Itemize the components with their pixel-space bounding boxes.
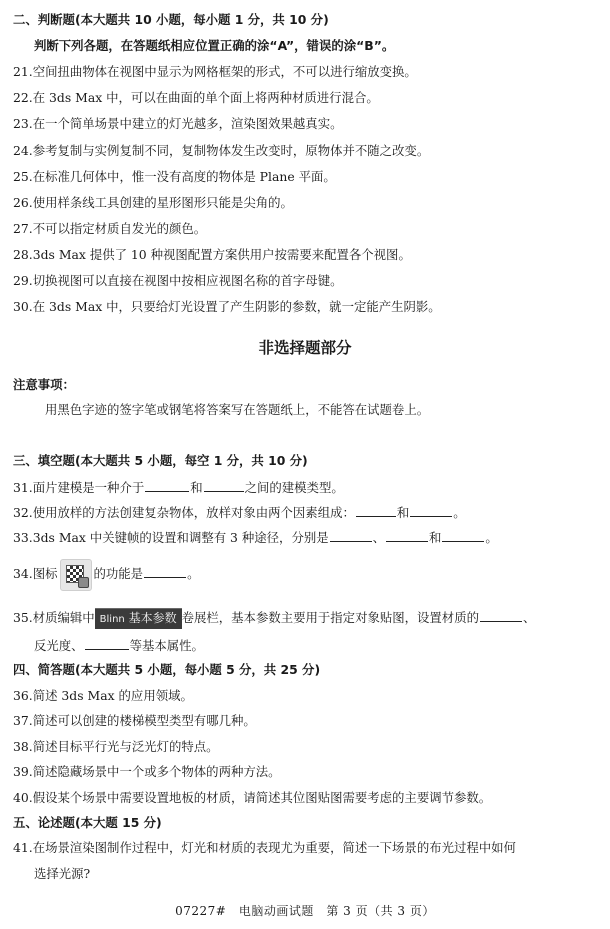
question-41: 41.在场景渲染图制作过程中，灯光和材质的表现尤为重要，简述一下场景的布光过程中如何 — [13, 840, 516, 855]
question-28: 28.3ds Max 提供了 10 种视图配置方案供用户按需要来配置各个视图。 — [13, 247, 411, 262]
answer-blank — [144, 565, 186, 578]
q33-text-d: 。 — [485, 530, 498, 545]
q34-text-c: 。 — [187, 566, 200, 581]
question-40: 40.假设某个场景中需要设置地板的材质，请简述其位图贴图需要考虑的主要调节参数。 — [13, 790, 492, 805]
blinn-label: Blinn — [99, 614, 125, 625]
question-25: 25.在标准几何体中，惟一没有高度的物体是 Plane 平面。 — [13, 169, 336, 184]
q32-text-b: 和 — [396, 505, 410, 520]
q32-text-c: 。 — [453, 505, 466, 520]
question-34 — [13, 558, 199, 591]
answer-blank — [386, 529, 428, 542]
answer-blank — [145, 479, 189, 492]
section-3-title: 三、填空题(本大题共 5 小题，每空 1 分，共 10 分) — [13, 453, 308, 468]
page-footer: 07227# 电脑动画试题 第 3 页（共 3 页） — [175, 904, 435, 918]
section-4-title: 四、简答题(本大题共 5 小题，每小题 5 分，共 25 分) — [13, 662, 321, 677]
question-32 — [13, 504, 466, 521]
map-badge-icon — [78, 577, 89, 588]
answer-blank — [204, 479, 244, 492]
q31-text-c: 之间的建模类型。 — [244, 480, 344, 495]
question-22: 22.在 3ds Max 中，可以在曲面的单个面上将两种材质进行混合。 — [13, 90, 379, 105]
answer-blank — [442, 529, 484, 542]
material-map-icon — [60, 559, 92, 591]
q35-text-a: 35.材质编辑中 — [13, 610, 95, 625]
q33-text-a: 33.3ds Max 中关键帧的设置和调整有 3 种途径，分别是 — [13, 530, 329, 545]
question-30: 30.在 3ds Max 中，只要给灯光设置了产生阴影的参数，就一定能产生阴影。 — [13, 299, 441, 314]
question-37: 37.简述可以创建的楼梯模型类型有哪几种。 — [13, 713, 256, 728]
notice-title: 注意事项： — [13, 377, 75, 392]
q35-text-b: 卷展栏，基本参数主要用于指定对象贴图，设置材质的 — [181, 610, 479, 625]
question-23: 23.在一个简单场景中建立的灯光越多，渲染图效果越真实。 — [13, 116, 343, 131]
q35-text-e: 等基本属性。 — [129, 638, 204, 653]
blinn-basic-params-rollout — [95, 608, 182, 629]
answer-blank — [356, 504, 396, 517]
question-39: 39.简述隐藏场景中一个或多个物体的两种方法。 — [13, 764, 281, 779]
section-5-title: 五、论述题(本大题 15 分) — [13, 815, 162, 830]
question-24: 24.参考复制与实例复制不同，复制物体发生改变时，原物体并不随之改变。 — [13, 143, 430, 158]
section-2-instruction: 判断下列各题，在答题纸相应位置正确的涂“A”，错误的涂“B”。 — [34, 38, 395, 53]
question-27: 27.不可以指定材质自发光的颜色。 — [13, 221, 207, 236]
question-31 — [13, 479, 344, 496]
q33-text-b: 、 — [372, 530, 386, 545]
question-36: 36.简述 3ds Max 的应用领域。 — [13, 688, 193, 703]
q35-text-c: 、 — [522, 610, 536, 625]
question-26: 26.使用样条线工具创建的星形图形只能是尖角的。 — [13, 195, 293, 210]
answer-blank — [480, 609, 522, 622]
q32-text-a: 32.使用放样的方法创建复杂物体，放样对象由两个因素组成： — [13, 505, 355, 520]
answer-blank — [410, 504, 452, 517]
answer-blank — [85, 637, 129, 650]
notice-text: 用黑色字迹的签字笔或钢笔将答案写在答题纸上，不能答在试题卷上。 — [45, 402, 430, 417]
q34-text-b: 的功能是 — [93, 566, 144, 581]
question-21: 21.空间扭曲物体在视图中显示为网格框架的形式，不可以进行缩放变换。 — [13, 64, 417, 79]
question-35-cont — [34, 637, 204, 654]
question-29: 29.切换视图可以直接在视图中按相应视图名称的首字母键。 — [13, 273, 343, 288]
question-38: 38.简述目标平行光与泛光灯的特点。 — [13, 739, 219, 754]
q34-text-a: 34.图标 — [13, 566, 58, 581]
q31-text-b: 和 — [190, 480, 203, 495]
answer-blank — [330, 529, 372, 542]
part-title: 非选择题部分 — [258, 339, 352, 357]
q33-text-c: 和 — [429, 530, 442, 545]
section-2-title: 二、判断题(本大题共 10 小题，每小题 1 分，共 10 分) — [13, 12, 329, 27]
q31-text-a: 31.面片建模是一种介于 — [13, 480, 145, 495]
question-33 — [13, 529, 498, 546]
q35-text-d: 反光度、 — [34, 638, 84, 653]
basic-params-label: 基本参数 — [128, 611, 177, 625]
question-35 — [13, 608, 535, 629]
question-41-cont: 选择光源? — [34, 866, 91, 881]
